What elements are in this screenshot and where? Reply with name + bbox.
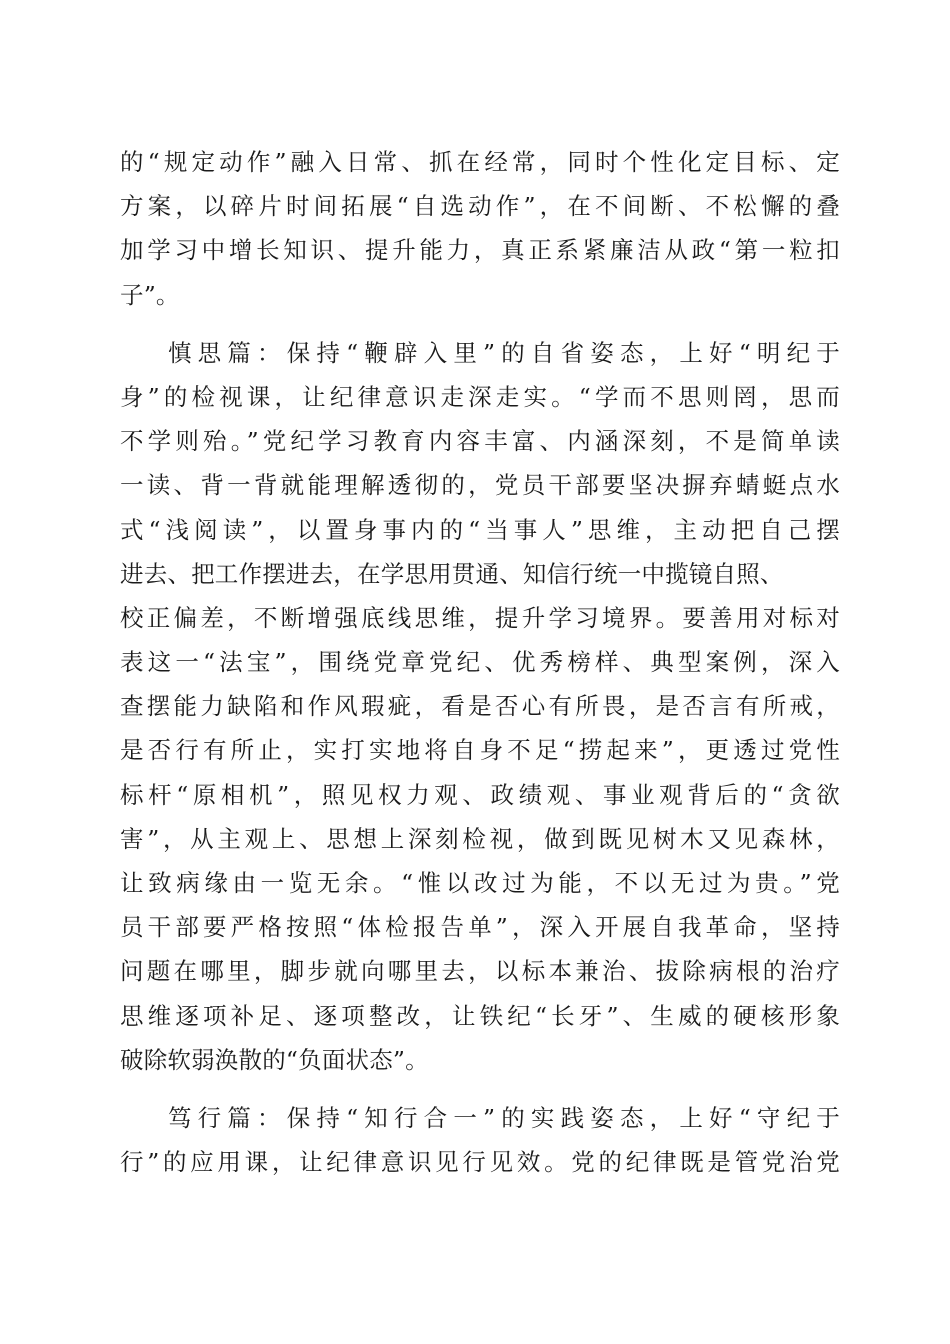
paragraph: [120, 331, 840, 1082]
paragraph: [120, 140, 840, 317]
text-line: 表这一“法宝”，围绕党章党纪、优秀榜样、典型案例，深入: [120, 648, 840, 677]
text-line: 让致病缘由一览无余。“惟以改过为能，不以无过为贵。”党: [120, 869, 840, 897]
text-line: 害”，从主观上、思想上深刻检视，做到既见树木又见森林，: [120, 824, 840, 853]
text-line: 式“浅阅读”，以置身事内的“当事人”思维，主动把自己摆: [120, 515, 840, 544]
document-body: [120, 140, 840, 1184]
paragraph: [120, 1096, 840, 1184]
text-line: 行”的应用课，让纪律意识见行见效。党的纪律既是管党治党: [120, 1148, 840, 1177]
text-line: 员干部要严格按照“体检报告单”，深入开展自我革命，坚持: [120, 913, 840, 942]
text-line: 慎思篇：保持“鞭辟入里”的自省姿态，上好“明纪于: [168, 338, 840, 367]
text-line: 破除软弱涣散的“负面状态”。: [120, 1045, 429, 1074]
paragraph-spacer: [120, 1082, 840, 1096]
text-line: 的“规定动作”融入日常、抓在经常，同时个性化定目标、定: [120, 148, 840, 176]
text-line: 方案，以碎片时间拓展“自选动作”，在不间断、不松懈的叠: [120, 192, 840, 221]
text-line: 是否行有所止，实打实地将自身不足“捞起来”，更透过党性: [120, 736, 840, 765]
text-line: 一读、背一背就能理解透彻的，党员干部要坚决摒弃蜻蜓点水: [120, 471, 840, 500]
paragraph-spacer: [120, 317, 840, 331]
text-line: 标杆“原相机”，照见权力观、政绩观、事业观背后的“贪欲: [120, 780, 840, 809]
text-line: 查摆能力缺陷和作风瑕疵，看是否心有所畏，是否言有所戒，: [120, 692, 840, 721]
text-line: 笃行篇：保持“知行合一”的实践姿态，上好“守纪于: [168, 1103, 840, 1132]
text-line: 进去、把工作摆进去，在学思用贯通、知信行统一中揽镜自照、: [120, 559, 784, 588]
text-line: 校正偏差，不断增强底线思维，提升学习境界。要善用对标对: [120, 603, 840, 632]
text-line: 身”的检视课，让纪律意识走深走实。“学而不思则罔，思而: [120, 382, 840, 411]
text-line: 思维逐项补足、逐项整改，让铁纪“长牙”、生威的硬核形象: [120, 1001, 840, 1030]
text-line: 子”。: [120, 280, 180, 309]
text-line: 问题在哪里，脚步就向哪里去，以标本兼治、拔除病根的治疗: [120, 957, 840, 986]
text-line: 不学则殆。”党纪学习教育内容丰富、内涵深刻，不是简单读: [120, 427, 840, 456]
text-line: 加学习中增长知识、提升能力，真正系紧廉洁从政“第一粒扣: [120, 236, 840, 265]
